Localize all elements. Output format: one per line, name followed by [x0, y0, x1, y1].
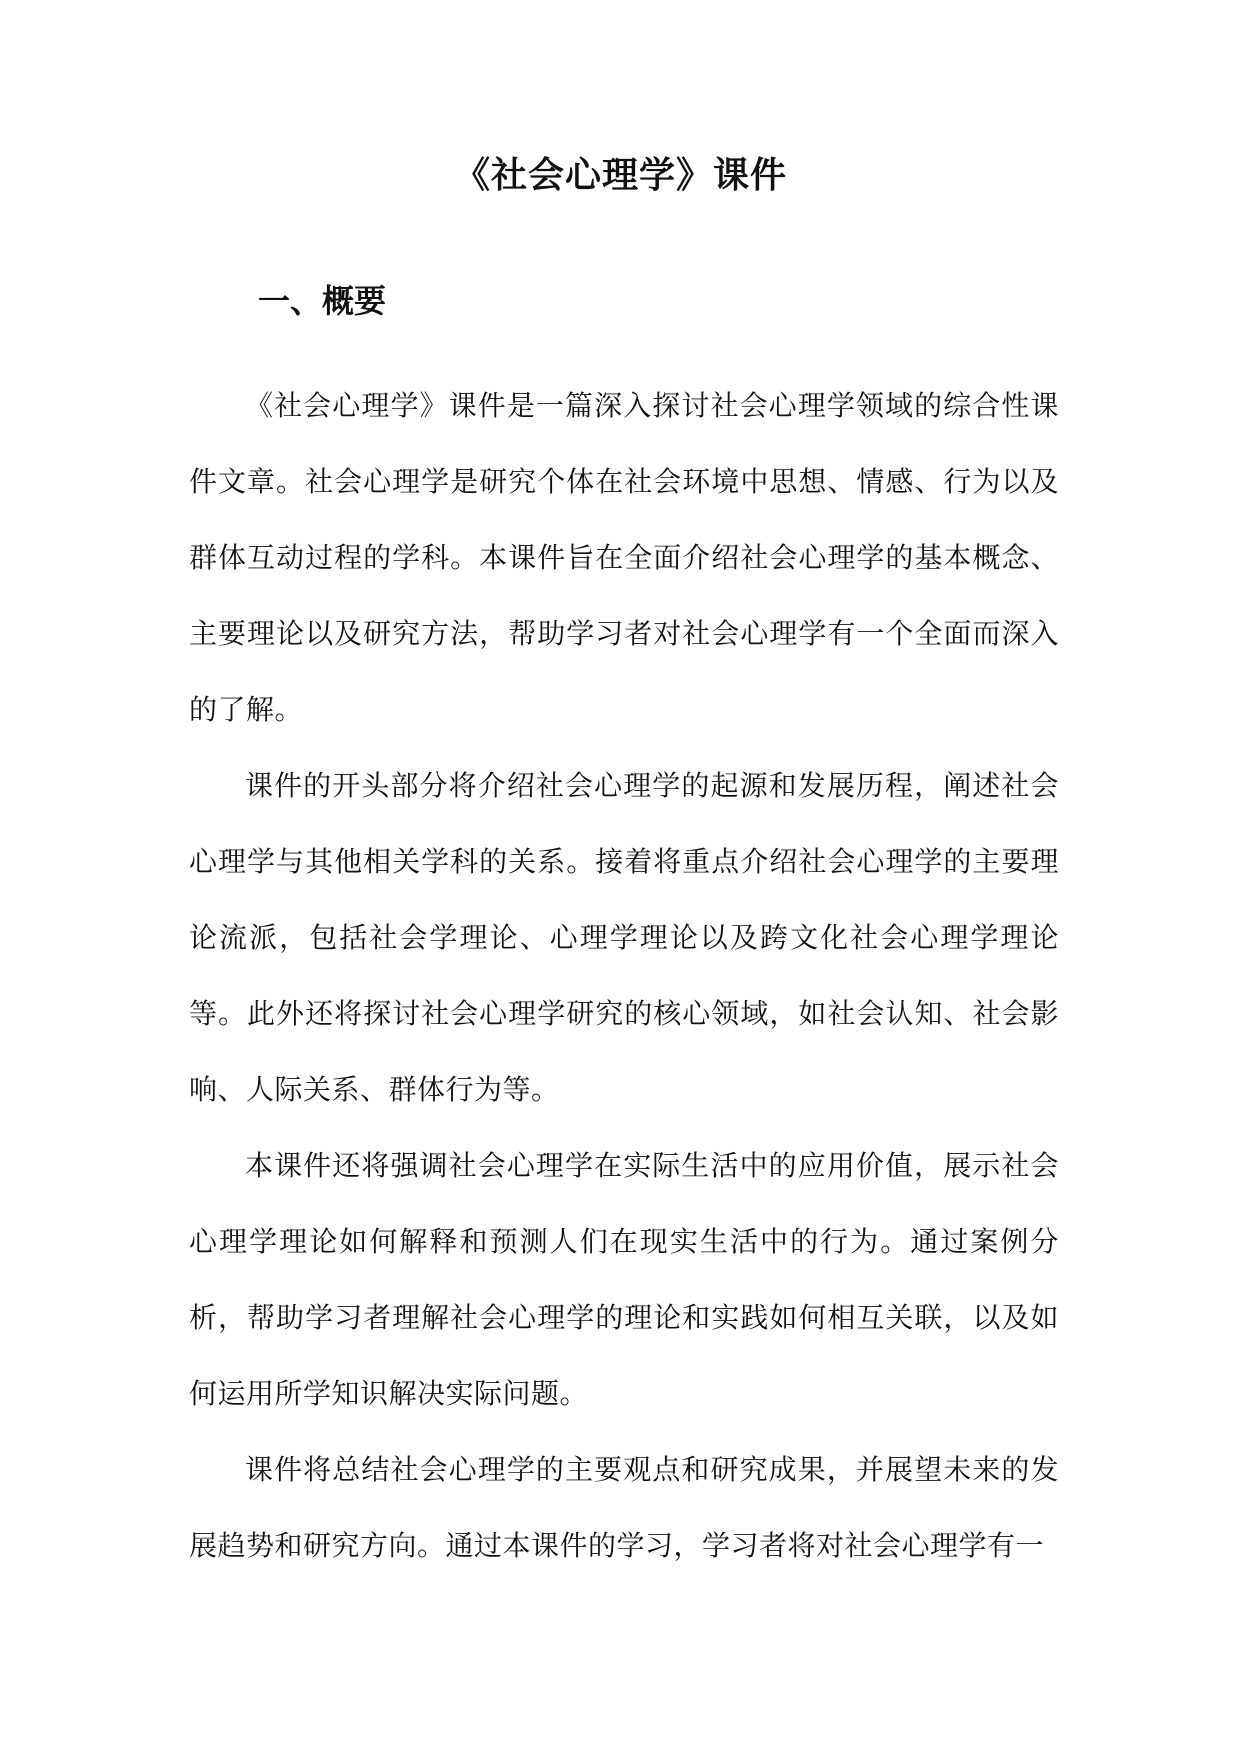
paragraph-1: 《社会心理学》课件是一篇深入探讨社会心理学领域的综合性课件文章。社会心理学是研究个体在社会环境中思想、情感、行为以及群体互动过程的学科。本课件旨在全面介绍社会心理学的基本概念、主要理论以及研究方法，帮助学习者对社会心理学有一个全面而深入的了解。: [189, 389, 1059, 726]
body-text: [189, 368, 1059, 1584]
paragraph-4: 课件将总结社会心理学的主要观点和研究成果，并展望未来的发展趋势和研究方向。通过本课件的学习，学习者将对社会心理学有一: [189, 1453, 1059, 1562]
section-heading: 一、概要: [258, 282, 387, 320]
paragraph-3: 本课件还将强调社会心理学在实际生活中的应用价值，展示社会心理学理论如何解释和预测人们在现实生活中的行为。通过案例分析，帮助学习者理解社会心理学的理论和实践如何相互关联，以及如何运用所学知识解决实际问题。: [189, 1149, 1059, 1410]
page-title: 《社会心理学》课件: [453, 154, 787, 196]
paragraph-2: 课件的开头部分将介绍社会心理学的起源和发展历程，阐述社会心理学与其他相关学科的关系。接着将重点介绍社会心理学的主要理论流派，包括社会学理论、心理学理论以及跨文化社会心理学理论等。此外还将探讨社会心理学研究的核心领域，如社会认知、社会影响、人际关系、群体行为等。: [189, 769, 1059, 1106]
